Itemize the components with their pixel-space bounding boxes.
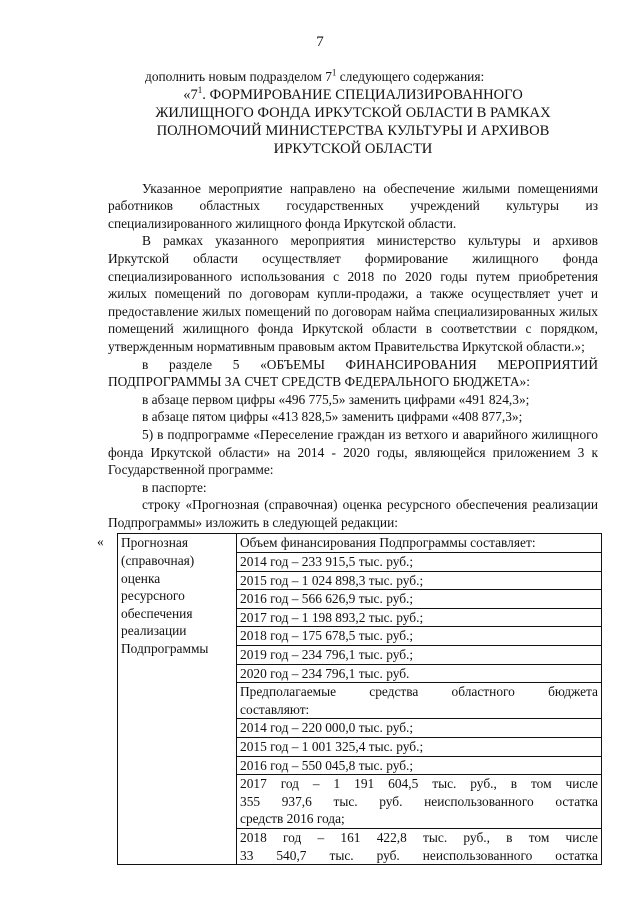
table-right-cell (237, 534, 602, 865)
table-row (118, 534, 602, 865)
regional-row-2017: 355 937,6 тыс. руб. неиспользованного остатка (240, 793, 598, 809)
total-row: 2016 год – 566 626,9 тыс. руб.; (237, 590, 601, 609)
total-row: 2014 год – 233 915,5 тыс. руб.; (237, 553, 601, 572)
paragraph-8: строку «Прогнозная (справочная) оценка ресурсного обеспечения реализации Подпрограммы» изложить в следующей редакции: (108, 497, 598, 530)
total-row: 2017 год – 1 198 893,2 тыс. руб.; (237, 609, 601, 628)
regional-row-2018: 2018 год – 161 422,8 тыс. руб., в том числе (240, 829, 598, 845)
paragraph-2: В рамках указанного мероприятия министерство культуры и архивов Иркутской области осуществляет формирование жилищного фонда специализированного использования с 2018 по 2020 годы путем приобретения жилых помещений по договорам купли-продажи, а также осуществляет учет и предоставление жилых помещений по договорам найма специализированных жилых помещений жилищного фонда Иркутской области в соответствии с порядком, утвержденным нормативным правовым актом Правительства Иркутской области.»; (108, 233, 598, 354)
left-cell-line: реализации (121, 623, 187, 639)
heading-line-2: ЖИЛИЩНОГО ФОНДА ИРКУТСКОЙ ОБЛАСТИ В РАМКАХ (155, 104, 551, 121)
total-row: 2018 год – 175 678,5 тыс. руб.; (237, 627, 601, 646)
resource-table (117, 533, 602, 865)
regional-row-2017: 2017 год – 1 191 604,5 тыс. руб., в том числе (240, 776, 598, 792)
regional-header-line: составляют: (237, 701, 601, 720)
page-number: 7 (316, 34, 324, 50)
regional-row: 2016 год – 550 045,8 тыс. руб.; (237, 757, 601, 776)
left-cell-line: оценка (121, 570, 161, 586)
left-cell-line: обеспечения (121, 605, 193, 621)
paragraph-6: 5) в подпрограмме «Переселение граждан из ветхого и аварийного жилищного фонда Иркутской области» на 2014 - 2020 годы, являющейся приложением 3 к Государственной программе: (108, 426, 598, 478)
paragraph-1: Указанное мероприятие направлено на обеспечение жилыми помещениями работников областных государственных учреждений культуры из специализированного жилищного фонда Иркутской области. (108, 180, 598, 231)
regional-row-2017: средств 2016 года; (237, 810, 601, 829)
intro-sup: 1 (331, 67, 337, 78)
left-cell-line: Подпрограммы (121, 641, 209, 657)
heading-line-1: «$7^1$. ФОРМИРОВАНИЕ СПЕЦИАЛИЗИРОВАННОГО (183, 84, 523, 103)
regional-row: 2014 год – 220 000,0 тыс. руб.; (237, 719, 601, 738)
open-quote: « (97, 534, 104, 550)
regional-header-line: Предполагаемые средства областного бюджета (240, 684, 598, 700)
regional-row: 2015 год – 1 001 325,4 тыс. руб.; (237, 738, 601, 757)
left-cell-line: (справочная) (121, 553, 195, 569)
intro-line (108, 68, 598, 86)
total-row: 2020 год – 234 796,1 тыс. руб. (237, 665, 601, 684)
resource-table-wrap (97, 533, 598, 865)
section-heading (108, 86, 598, 158)
table-left-cell (118, 534, 237, 865)
heading-line-3: ПОЛНОМОЧИЙ МИНИСТЕРСТВА КУЛЬТУРЫ И АРХИВОВ (156, 122, 550, 139)
left-cell-line: Прогнозная (121, 535, 188, 551)
paragraph-4: в абзаце первом цифры «496 775,5» заменить цифрами «491 824,3»; (142, 391, 530, 407)
document-body (97, 67, 598, 865)
left-cell-line: ресурсного (121, 588, 185, 604)
total-row: 2015 год – 1 024 898,3 тыс. руб.; (237, 572, 601, 591)
intro-text-after: следующего содержания: (336, 69, 485, 84)
paragraph-7: в паспорте: (142, 479, 207, 495)
heading-line-4: ИРКУТСКОЙ ОБЛАСТИ (273, 140, 433, 157)
total-header: Объем финансирования Подпрограммы составляет: (237, 534, 601, 553)
total-row: 2019 год – 234 796,1 тыс. руб.; (237, 646, 601, 665)
regional-row-2018: 33 540,7 тыс. руб. неиспользованного остатка (240, 847, 598, 863)
paragraph-3: в разделе 5 «ОБЪЕМЫ ФИНАНСИРОВАНИЯ МЕРОПРИЯТИЙ ПОДПРОГРАММЫ ЗА СЧЕТ СРЕДСТВ ФЕДЕРАЛЬНОГО БЮДЖЕТА»: (108, 356, 598, 390)
paragraph-5: в абзаце пятом цифры «413 828,5» заменить цифрами «408 877,3»; (142, 409, 523, 425)
intro-text: дополнить новым подразделом 7 (145, 69, 332, 84)
